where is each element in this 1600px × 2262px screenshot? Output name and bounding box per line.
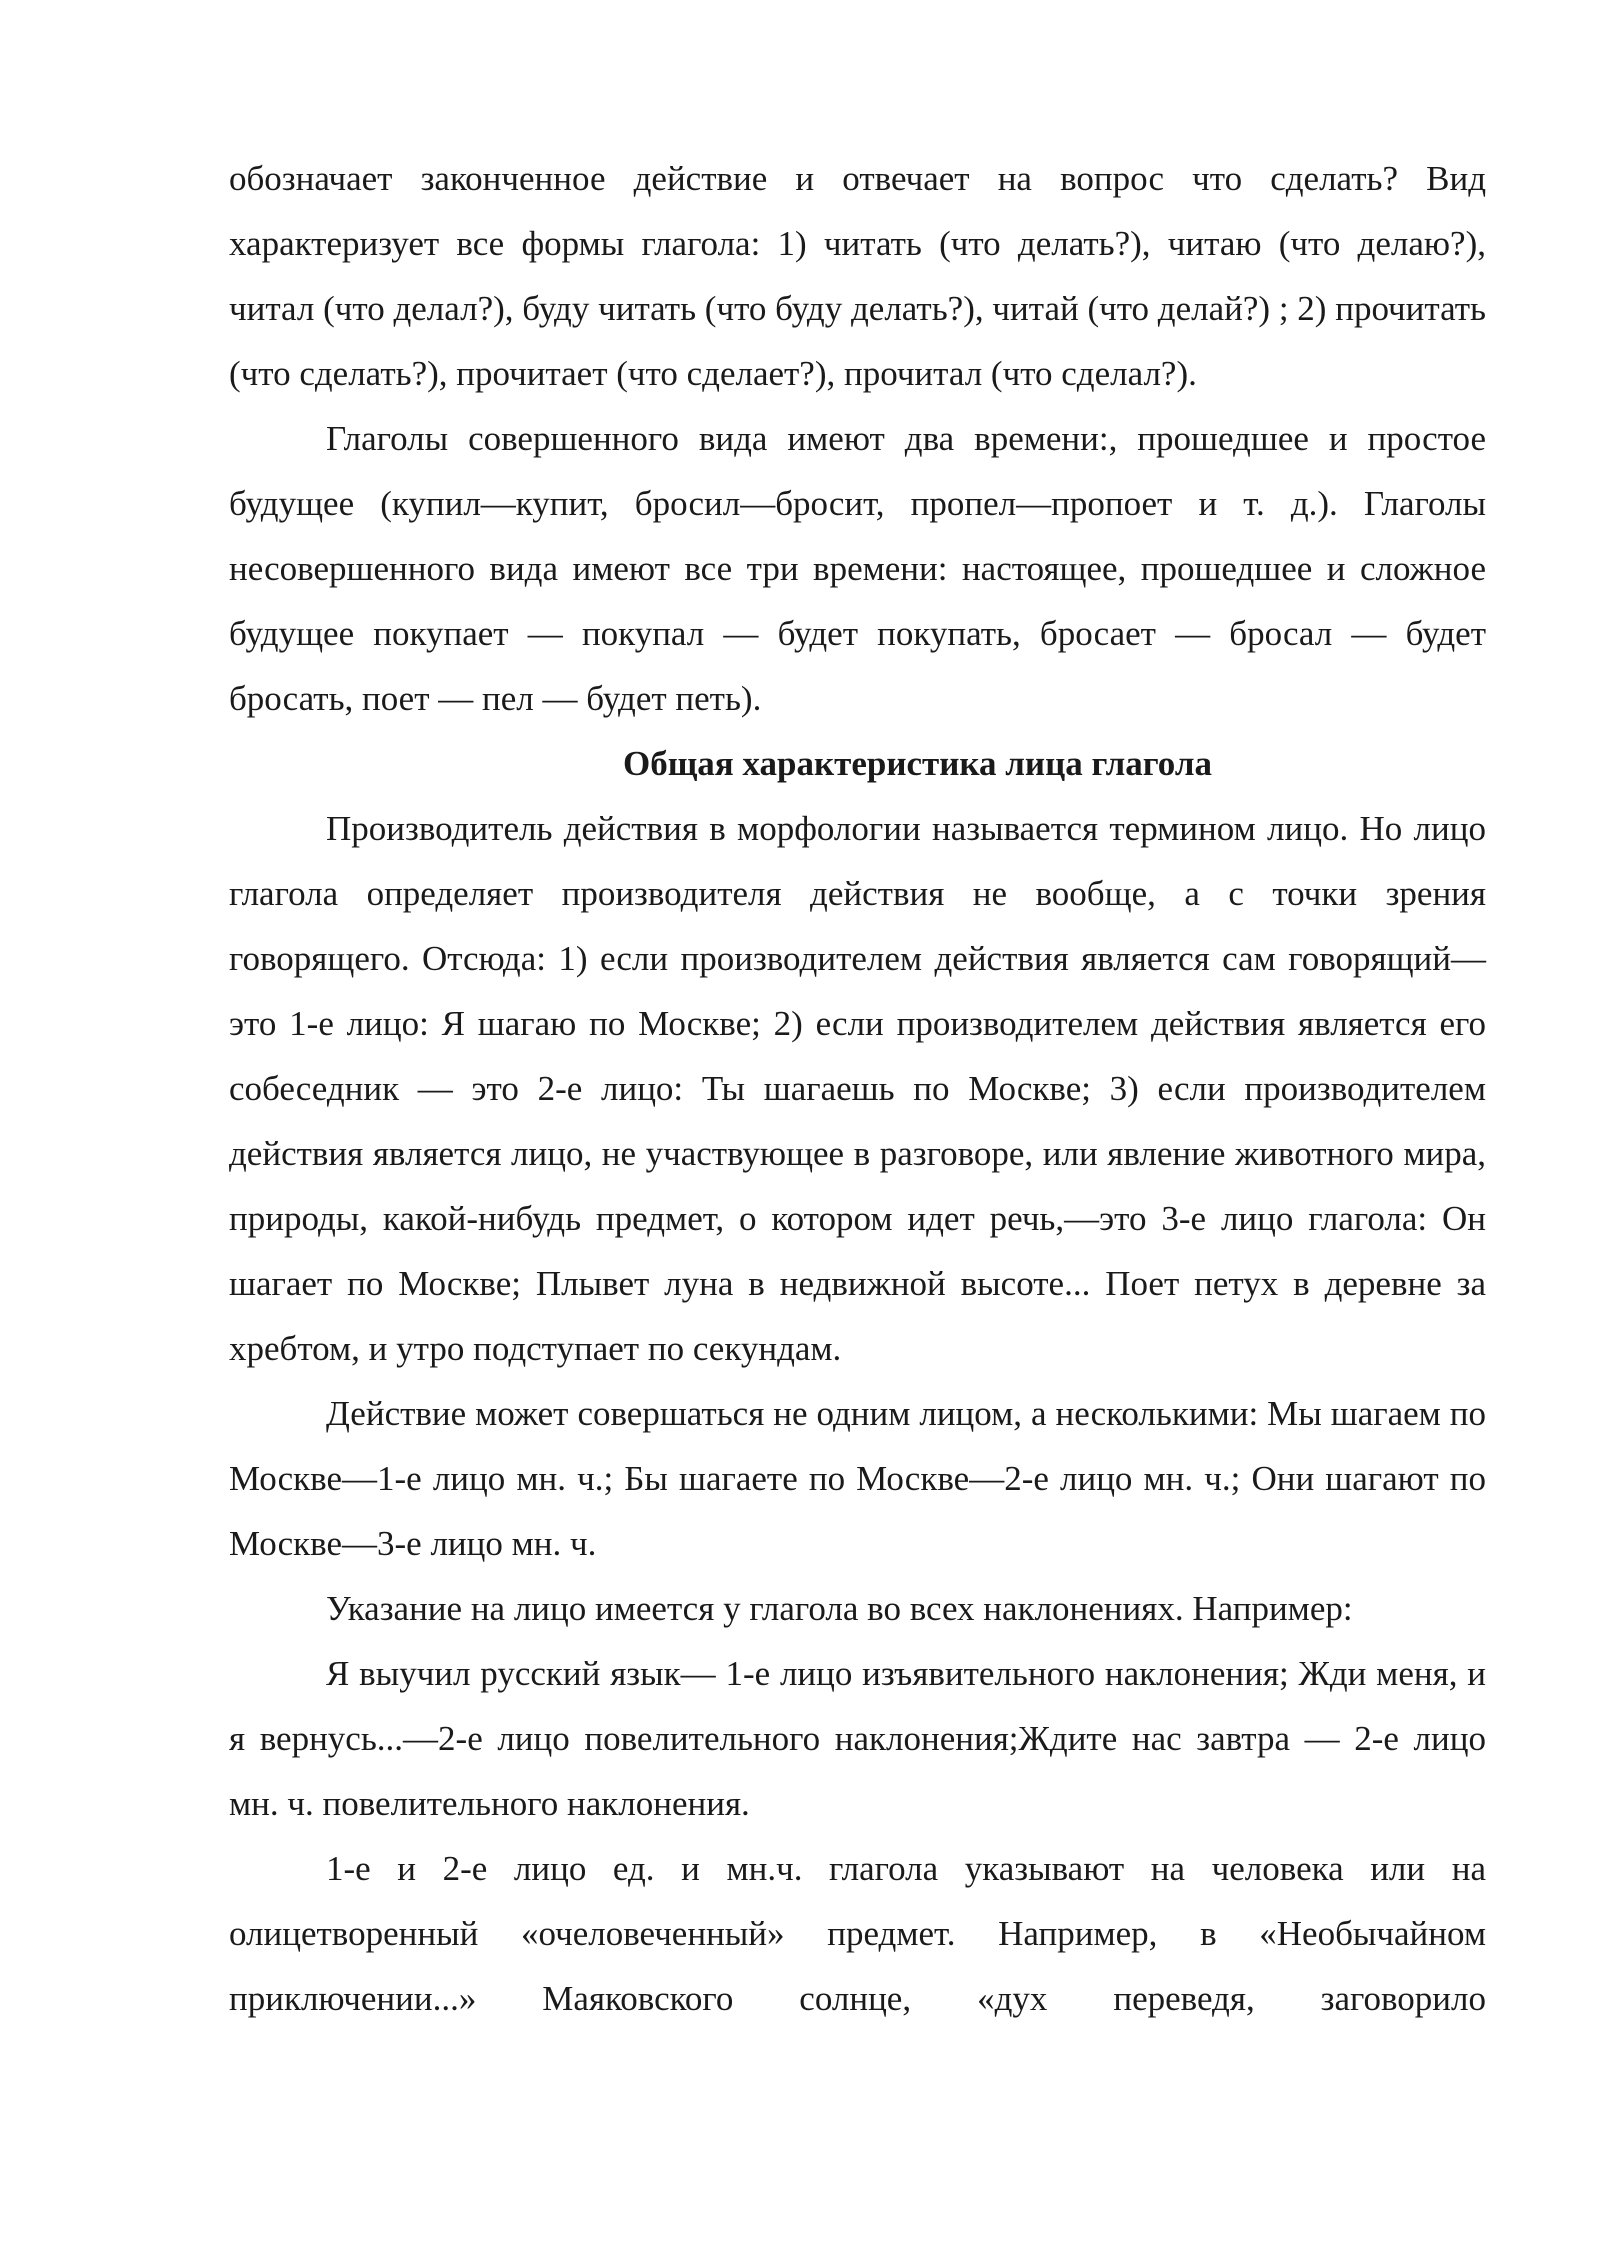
paragraph-verb-aspect: обозначает законченное действие и отвечает на вопрос что сделать? Вид характеризует все формы глагола: 1) читать (что делать?), читаю (что делаю?), читал (что делал?), буду читать (что буду делать?), читай (что делай?) ; 2) прочитать (что сделать?), прочитает (что сделает?), прочитал (что сделал?). [229,159,1486,393]
paragraph-moods-examples: Я выучил русский язык— 1-е лицо изъявительного наклонения; Жди меня, и я вернусь...—2-е лицо повелительного наклонения;Ждите нас завтра — 2-е лицо мн. ч. повелительного наклонения. [229,1654,1486,1823]
paragraph-verb-person: Производитель действия в морфологии называется термином лицо. Но лицо глагола определяет производителя действия не вообще, а с точки зрения говорящего. Отсюда: 1) если производителем действия является сам говорящий—это 1-е лицо: Я шагаю по Москве; 2) если производителем действия является его собеседник — это 2-е лицо: Ты шагаешь по Москве; 3) если производителем действия является лицо, не участвующее в разговоре, или явление животного мира, природы, какой-нибудь предмет, о котором идет речь,—это 3-е лицо глагола: Он шагает по Москве; Плывет луна в недвижной высоте... Поет петух в деревне за хребтом, и утро подступает по секундам. [229,809,1486,1368]
paragraph-moods-intro: Указание на лицо имеется у глагола во всех наклонениях. Например: [326,1589,1353,1628]
document-body [229,146,1486,2031]
section-heading: Общая характеристика лица глагола [623,744,1212,783]
paragraph-plural-person: Действие может совершаться не одним лицом, а несколькими: Мы шагаем по Москве—1-е лицо мн. ч.; Бы шагаете по Москве—2-е лицо мн. ч.; Они шагают по Москве—3-е лицо мн. ч. [229,1394,1486,1563]
paragraph-verb-tenses: Глаголы совершенного вида имеют два времени:, прошедшее и простое будущее (купил—купит, бросил—бросит, пропел—пропоет и т. д.). Глаголы несовершенного вида имеют все три времени: настоящее, прошедшее и сложное будущее покупает — покупал — будет покупать, бросает — бросал — будет бросать, поет — пел — будет петь). [229,419,1486,718]
paragraph-personified-object: 1-е и 2-е лицо ед. и мн.ч. глагола указывают на человека или на олицетворенный «очеловеченный» предмет. Например, в «Необычайном приключении...» Маяковского солнце, «дух переведя, заговорило [229,1849,1486,2018]
